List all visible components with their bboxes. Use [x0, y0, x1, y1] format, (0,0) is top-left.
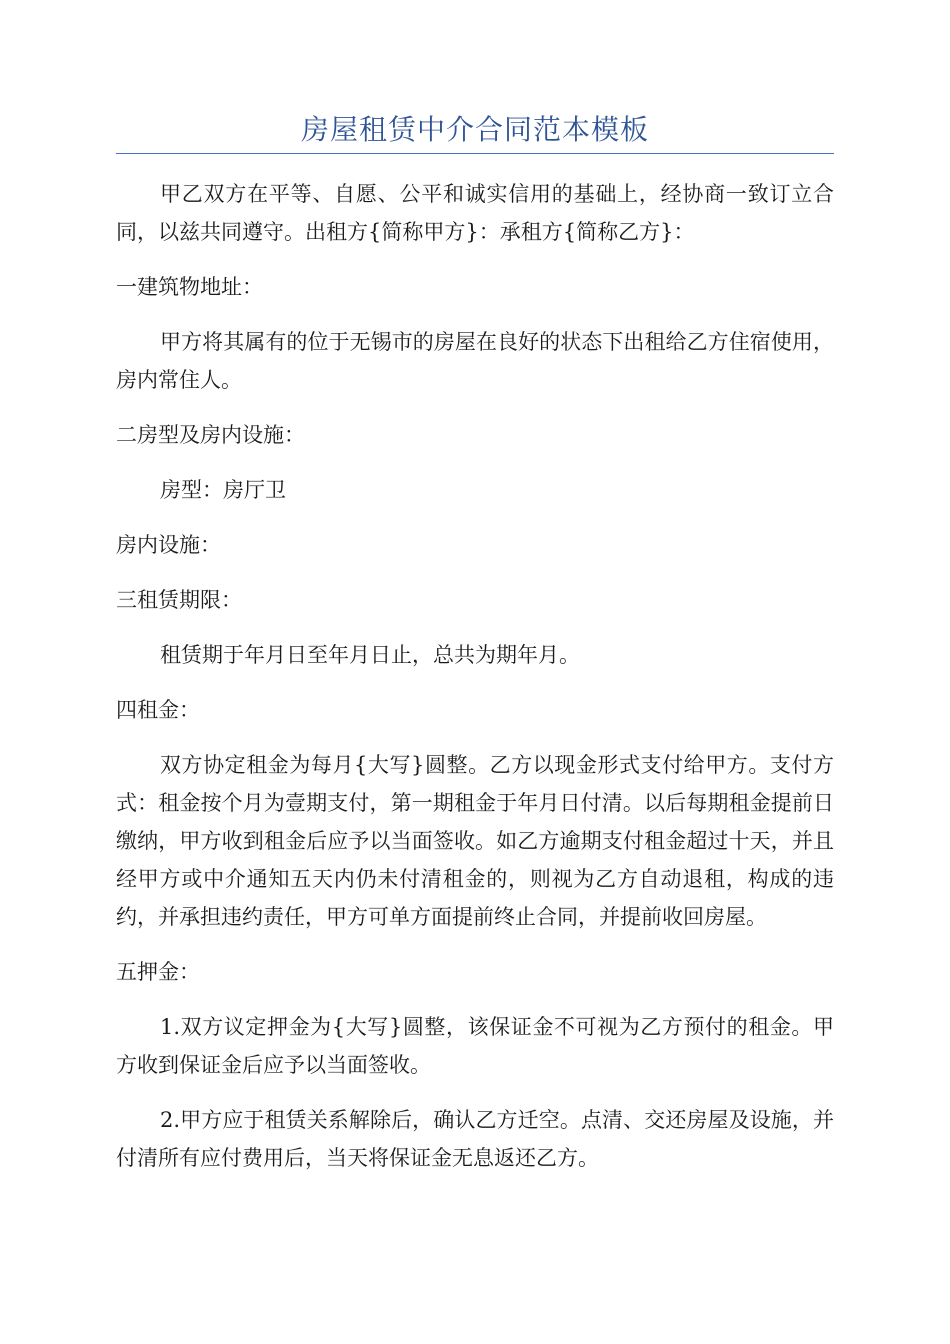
- document-body: [116, 175, 834, 1194]
- section-heading-rent: 四租金：: [116, 698, 200, 722]
- paragraph-deposit-2: 2.甲方应于租赁关系解除后，确认乙方迁空。点清、交还房屋及设施，并付清所有应付费用后，当天将保证金无息返还乙方。: [116, 1108, 834, 1170]
- section-heading-deposit: 五押金：: [116, 960, 200, 984]
- document-title: 房屋租赁中介合同范本模板: [300, 113, 649, 146]
- section-heading-address: 一建筑物地址：: [116, 275, 263, 299]
- section-heading-term: 三租赁期限：: [116, 588, 242, 612]
- paragraph-room-type: 房型：房厅卫: [160, 478, 286, 502]
- paragraph-facilities: 房内设施：: [116, 533, 221, 557]
- section-heading-room-type: 二房型及房内设施：: [116, 423, 305, 447]
- paragraph-intro: 甲乙双方在平等、自愿、公平和诚实信用的基础上，经协商一致订立合同，以兹共同遵守。出租方{简称甲方}：承租方{简称乙方}：: [116, 182, 834, 244]
- paragraph-deposit-1: 1.双方议定押金为{大写}圆整，该保证金不可视为乙方预付的租金。甲方收到保证金后应予以当面签收。: [116, 1015, 834, 1077]
- paragraph-term: 租赁期于年月日至年月日止，总共为期年月。: [160, 643, 580, 667]
- paragraph-address: 甲方将其属有的位于无锡市的房屋在良好的状态下出租给乙方住宿使用，房内常住人。: [116, 330, 834, 392]
- paragraph-rent: 双方协定租金为每月{大写}圆整。乙方以现金形式支付给甲方。支付方式：租金按个月为壹期支付，第一期租金于年月日付清。以后每期租金提前日缴纳，甲方收到租金后应予以当面签收。如乙方逾期支付租金超过十天，并且经甲方或中介通知五天内仍未付清租金的，则视为乙方自动退租，构成的违约，并承担违约责任，甲方可单方面提前终止合同，并提前收回房屋。: [116, 753, 834, 929]
- title-underline: [116, 153, 834, 154]
